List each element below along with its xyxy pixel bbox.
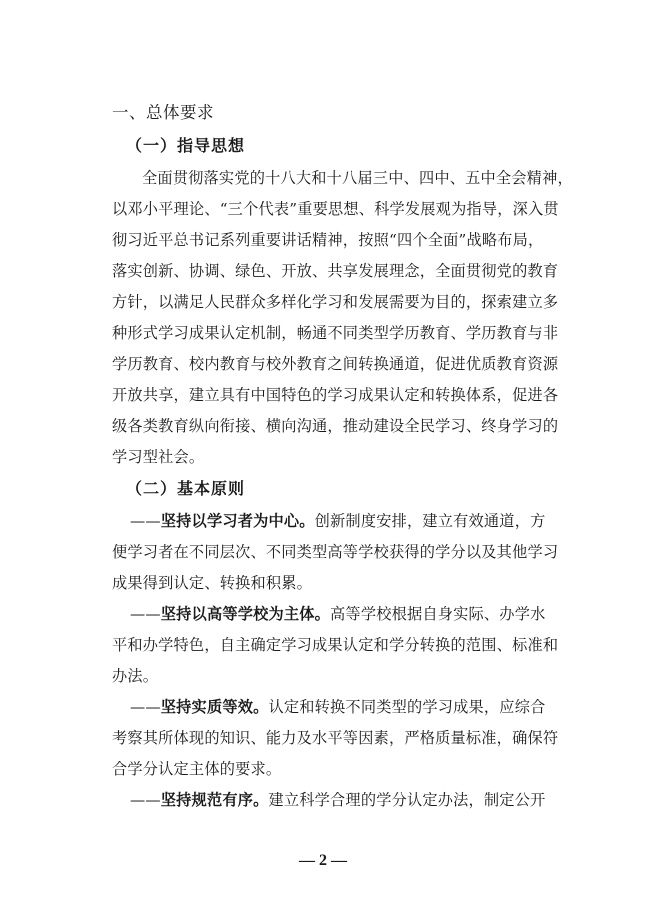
principle-first-line [112,511,546,532]
paragraph-line: 考察其所体现的知识、能力及水平等因素，严格质量标准，确保符 [112,729,559,747]
principle-title: 坚持以学习者为中心。 [160,512,315,530]
dash-prefix: —— [130,698,161,716]
page-number: — 2 — [299,852,347,869]
dash-prefix: —— [130,512,161,530]
principle-text: 认定和转换不同类型的学习成果，应综合 [268,698,546,716]
principle-standardized-orderly [112,790,546,811]
paragraph-line: 学历教育、校内教育与校外教育之间转换通道，促进优质教育资源 [112,355,559,373]
paragraph-line: 以邓小平理论、“三个代表”重要思想、科学发展观为指导，深入贯 [112,200,559,218]
principle-text: 高等学校根据自身实际、办学水 [330,605,546,623]
paragraph-line: 彻习近平总书记系列重要讲话精神，按照“四个全面”战略布局， [112,231,544,249]
subsection-heading-basic-principles: （二）基本原则 [126,479,246,498]
subsection-heading-guiding-ideology: （一）指导思想 [126,136,246,155]
dash-prefix: —— [130,791,161,809]
paragraph-line: 全面贯彻落实党的十八大和十八届三中、四中、五中全会精神， [142,169,573,187]
principle-first-line [112,697,546,718]
paragraph-line: 落实创新、协调、绿色、开放、共享发展理念，全面贯彻党的教育 [112,262,559,280]
principle-title: 坚持实质等效。 [160,698,269,716]
guiding-ideology-paragraph [112,168,573,468]
paragraph-line: 开放共享，建立具有中国特色的学习成果认定和转换体系，促进各 [112,386,559,404]
paragraph-line: 学习型社会。 [112,448,205,466]
paragraph-line: 平和办学特色，自主确定学习成果认定和学分转换的范围、标准和 [112,636,559,654]
principle-university-led [112,604,559,687]
principle-title: 坚持以高等学校为主体。 [160,605,331,623]
section-title: 一、总体要求 [112,103,214,122]
paragraph-line: 合学分认定主体的要求。 [112,760,282,778]
principle-learner-centered [112,511,559,594]
principle-text: 创新制度安排，建立有效通道，方 [314,512,546,530]
principle-title: 坚持规范有序。 [160,791,269,809]
paragraph-line: 办法。 [112,667,159,685]
paragraph-line: 种形式学习成果认定机制，畅通不同类型学历教育、学历教育与非 [112,324,559,342]
principle-substantive-equivalence [112,697,559,780]
paragraph-line: 方针，以满足人民群众多样化学习和发展需要为目的，探索建立多 [112,293,559,311]
paragraph-line: 级各类教育纵向衔接、横向沟通，推动建设全民学习、终身学习的 [112,417,559,435]
principle-first-line [112,790,546,811]
principle-first-line [112,604,546,625]
paragraph-line: 成果得到认定、转换和积累。 [112,574,313,592]
paragraph-line: 便学习者在不同层次、不同类型高等学校获得的学分以及其他学习 [112,543,559,561]
dash-prefix: —— [130,605,161,623]
principle-text: 建立科学合理的学分认定办法，制定公开 [268,791,546,809]
document-body [112,102,573,821]
